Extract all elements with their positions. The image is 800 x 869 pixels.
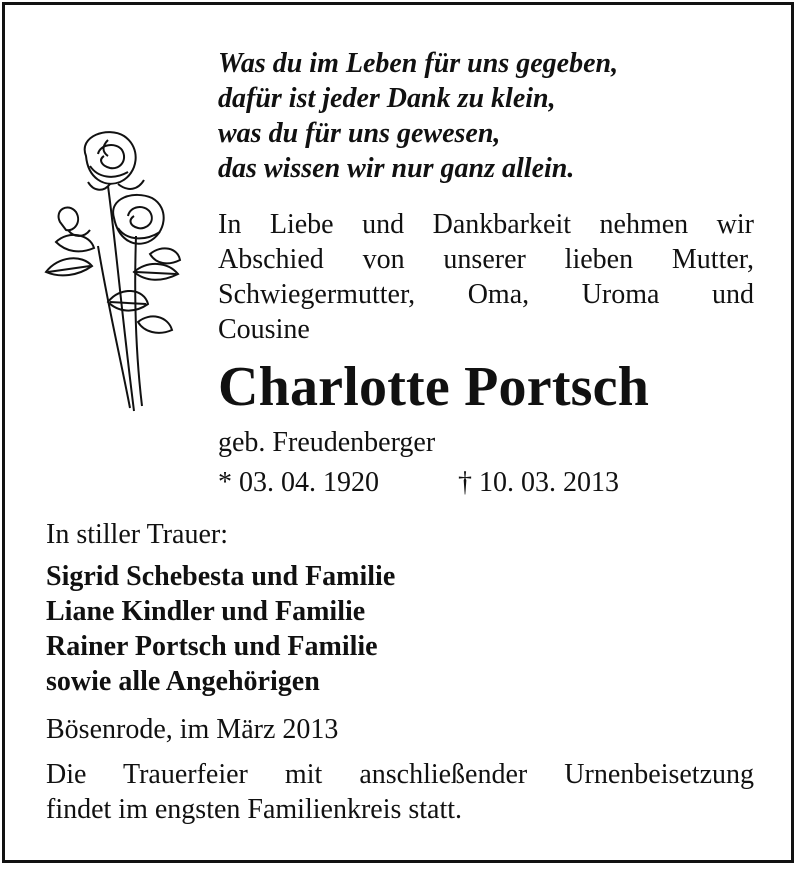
mourner-item: Sigrid Schebesta und Familie — [46, 561, 396, 592]
funeral-line: Die Trauerfeier mit anschließender Urnenbeisetzung — [46, 759, 754, 790]
funeral-line: findet im engsten Familienkreis statt. — [46, 794, 463, 825]
death-date: † 10. 03. 2013 — [458, 467, 619, 498]
mourner-item: sowie alle Angehörigen — [46, 666, 320, 697]
intro-line: Cousine — [218, 314, 310, 345]
intro-line: Abschied von unserer lieben Mutter, — [218, 244, 754, 275]
intro-line: In Liebe und Dankbarkeit nehmen wir — [218, 209, 754, 240]
mourner-item: Rainer Portsch und Familie — [46, 631, 378, 662]
poem — [218, 46, 758, 186]
birth-date: * 03. 04. 1920 — [218, 467, 379, 498]
mourning-label: In stiller Trauer: — [46, 519, 228, 550]
deceased-name: Charlotte Portsch — [218, 356, 650, 418]
place-date: Bösenrode, im März 2013 — [46, 714, 339, 745]
mourner-item: Liane Kindler und Familie — [46, 596, 366, 627]
mourners-list — [46, 559, 395, 699]
maiden-name: geb. Freudenberger — [218, 427, 436, 458]
roses-icon — [38, 126, 188, 416]
poem-line: dafür ist jeder Dank zu klein, — [218, 83, 556, 114]
poem-line: was du für uns gewesen, — [218, 118, 501, 149]
intro-line: Schwiegermutter, Oma, Uroma und — [218, 279, 754, 310]
poem-line: das wissen wir nur ganz allein. — [218, 153, 575, 184]
life-dates — [218, 465, 619, 500]
intro-text — [218, 207, 754, 347]
funeral-note — [46, 757, 754, 827]
poem-line: Was du im Leben für uns gegeben, — [218, 48, 619, 79]
